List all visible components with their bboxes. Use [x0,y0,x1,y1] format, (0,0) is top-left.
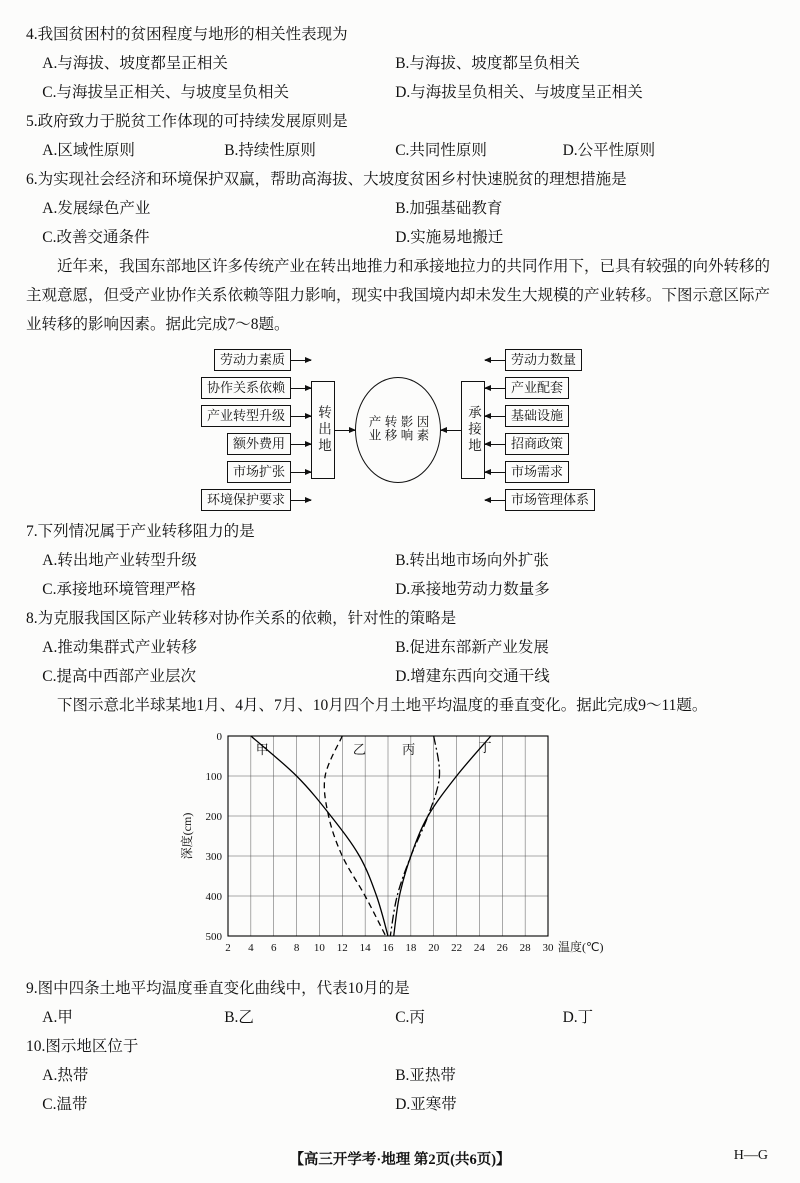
diagram-factor-box: 环境保护要求 [201,489,291,511]
svg-text:6: 6 [270,942,277,954]
svg-text:26: 26 [496,942,508,954]
option-d: D.与海拔呈负相关、与坡度呈正相关 [395,84,643,101]
option-b: B.亚热带 [395,1067,456,1084]
option-c: C.改善交通条件 [42,229,150,246]
option-a: A.甲 [42,1009,73,1026]
arrow-right-icon [335,430,355,431]
svg-text:12: 12 [336,942,348,954]
option-c: C.提高中西部产业层次 [42,668,196,685]
diagram-factor-box: 市场扩张 [227,461,291,483]
question-stem: 10.图示地区位于 [26,1038,139,1055]
arrow-right-icon [291,388,311,389]
svg-text:24: 24 [473,942,485,954]
svg-text:甲: 甲 [255,742,269,757]
arrow-left-icon [485,472,505,473]
passage-industry-transfer: 近年来，我国东部地区许多传统产业在转出地推力和承接地拉力的共同作用下，已具有较强的向外转移的主观意愿，但受产业协作关系依赖等阻力影响，现实中我国境内却未发生大规模的产业转移。下图示意区际产业转移的影响因素。据此完成7～8题。 [26,258,771,333]
svg-text:20: 20 [428,942,440,954]
arrow-right-icon [291,500,311,501]
svg-text:14: 14 [359,942,371,954]
option-c: C.丙 [395,1009,425,1026]
diagram-factor-box: 市场管理体系 [505,489,595,511]
option-b: B.持续性原则 [224,142,316,159]
option-d: D.实施易地搬迁 [395,229,504,246]
option-d: D.亚寒带 [395,1096,457,1113]
option-b: B.加强基础教育 [395,200,503,217]
option-c: C.温带 [42,1096,88,1113]
industry-transfer-diagram [26,349,770,511]
arrow-right-icon [291,360,311,361]
diagram-factor-box: 市场需求 [505,461,569,483]
option-a: A.热带 [42,1067,89,1084]
svg-text:200: 200 [205,811,222,823]
arrow-left-icon [485,416,505,417]
svg-text:28: 28 [519,942,531,954]
option-d: D.丁 [562,1009,594,1026]
option-a: A.与海拔、坡度都呈正相关 [42,55,228,72]
question-options [26,1003,770,1032]
arrow-left-icon [485,444,505,445]
question-stem: 8.为克服我国区际产业转移对协作关系的依赖，针对性的策略是 [26,610,457,627]
option-a: A.转出地产业转型升级 [42,552,197,569]
arrow-left-icon [485,500,505,501]
soil-temperature-chart [26,724,770,972]
svg-text:0: 0 [216,731,222,743]
question-7 [26,517,770,604]
diagram-factor-box: 劳动力数量 [505,349,582,371]
arrow-left-icon [441,430,461,431]
diagram-left-column [201,349,311,511]
diagram-factor-box: 劳动力素质 [214,349,291,371]
question-8 [26,604,770,691]
svg-text:300: 300 [205,851,222,863]
option-a: A.区域性原则 [42,142,135,159]
arrow-right-icon [291,444,311,445]
footer-code: H—G [733,1148,768,1163]
option-a: A.推动集群式产业转移 [42,639,197,656]
diagram-dest-hub: 承接地 [461,381,485,479]
question-stem: 7.下列情况属于产业转移阻力的是 [26,523,255,540]
question-stem: 5.政府致力于脱贫工作体现的可持续发展原则是 [26,113,348,130]
question-options [26,546,770,604]
svg-text:2: 2 [225,942,231,954]
svg-text:4: 4 [248,942,254,954]
question-5 [26,107,770,165]
question-4 [26,20,770,107]
svg-text:8: 8 [293,942,300,954]
svg-text:乙: 乙 [352,742,366,757]
diagram-factor-box: 产业配套 [505,377,569,399]
question-stem: 4.我国贫困村的贫困程度与地形的相关性表现为 [26,26,348,43]
footer-title: 【高三开学考·地理 第2页(共6页)】 [289,1152,511,1168]
arrow-left-icon [485,388,505,389]
question-6 [26,165,770,252]
svg-text:500: 500 [205,931,222,943]
svg-text:深度(cm): 深度(cm) [180,812,194,860]
svg-text:30: 30 [542,942,554,954]
question-options [26,194,770,252]
diagram-factor-box: 基础设施 [505,405,569,427]
svg-text:丙: 丙 [402,742,416,757]
svg-text:丁: 丁 [478,740,492,755]
diagram-factor-box: 额外费用 [227,433,291,455]
diagram-right-column [485,349,595,511]
option-a: A.发展绿色产业 [42,200,151,217]
svg-text:10: 10 [313,942,325,954]
svg-text:温度(℃): 温度(℃) [558,940,604,954]
option-c: C.共同性原则 [395,142,487,159]
option-b: B.促进东部新产业发展 [395,639,549,656]
option-d: D.承接地劳动力数量多 [395,581,550,598]
option-c: C.承接地环境管理严格 [42,581,196,598]
question-stem: 9.图中四条土地平均温度垂直变化曲线中，代表10月的是 [26,980,410,997]
option-d: D.增建东西向交通干线 [395,668,550,685]
diagram-factor-box: 招商政策 [505,433,569,455]
arrow-right-icon [291,416,311,417]
diagram-factor-box: 协作关系依赖 [201,377,291,399]
svg-text:16: 16 [382,942,394,954]
diagram-center-ellipse [355,377,441,483]
arrow-right-icon [291,472,311,473]
question-options [26,633,770,691]
page-footer [0,1148,800,1169]
question-10 [26,1032,770,1119]
question-options [26,136,770,165]
question-stem: 6.为实现社会经济和环境保护双赢，帮助高海拔、大坡度贫困乡村快速脱贫的理想措施是 [26,171,627,188]
svg-text:18: 18 [405,942,417,954]
question-options [26,1061,770,1119]
option-d: D.公平性原则 [562,142,656,159]
arrow-left-icon [485,360,505,361]
option-b: B.与海拔、坡度都呈负相关 [395,55,580,72]
option-b: B.转出地市场向外扩张 [395,552,549,569]
svg-text:22: 22 [451,942,463,954]
question-options [26,49,770,107]
passage-soil-temperature: 下图示意北半球某地1月、4月、7月、10月四个月土地平均温度的垂直变化。据此完成9～11题。 [57,697,708,714]
option-c: C.与海拔呈正相关、与坡度呈负相关 [42,84,289,101]
option-b: B.乙 [224,1009,254,1026]
diagram-source-hub: 转出地 [311,381,335,479]
diagram-factor-box: 产业转型升级 [201,405,291,427]
question-9 [26,974,770,1032]
diagram-center-label: 产业转移影响因素 [367,415,429,442]
svg-text:400: 400 [205,891,222,903]
svg-text:100: 100 [205,771,222,783]
